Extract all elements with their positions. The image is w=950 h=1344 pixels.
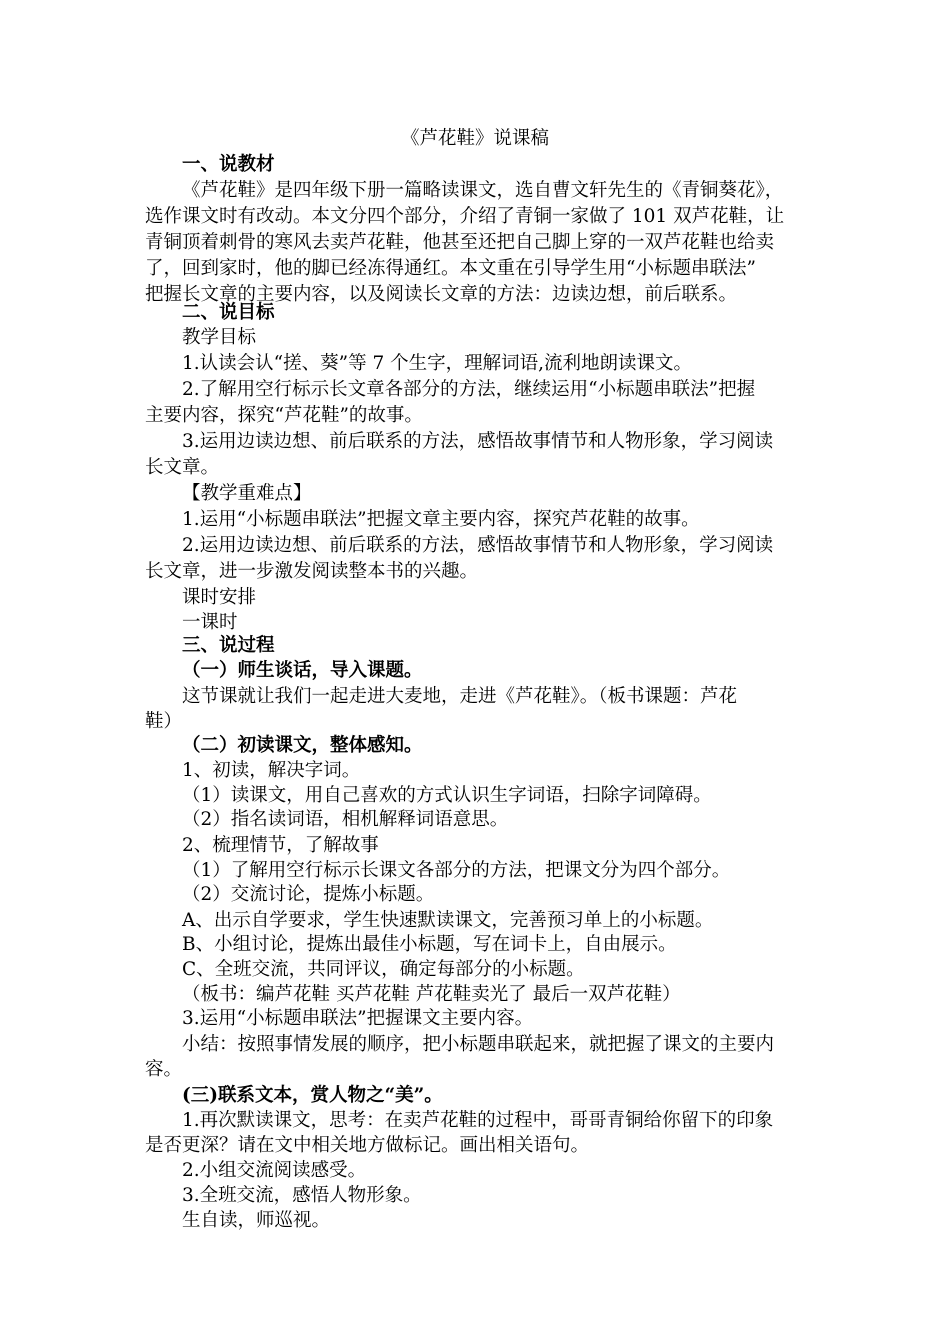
paragraph-line: 长文章。: [145, 457, 220, 478]
paragraph-line: 了，回到家时，他的脚已经冻得通红。本文重在引导学生用“小标题串联法”: [145, 258, 756, 279]
section-heading: 一、说教材: [182, 154, 275, 175]
paragraph-line: （2）交流讨论，提炼小标题。: [182, 884, 435, 905]
paragraph-line: 一课时: [182, 612, 238, 633]
paragraph-line: 鞋）: [145, 711, 183, 732]
paragraph-line: 教学目标: [182, 327, 257, 348]
subsection-heading: (三)联系文本，赏人物之“美”。: [182, 1085, 443, 1106]
paragraph-line: 《芦花鞋》是四年级下册一篇略读课文，选自曹文轩先生的《青铜葵花》，: [182, 180, 784, 201]
paragraph-line: 2、梳理情节，了解故事: [182, 835, 379, 856]
paragraph-line: 课时安排: [182, 587, 257, 608]
paragraph-line: 主要内容，探究“芦花鞋”的故事。: [145, 405, 423, 426]
paragraph-line: 2.小组交流阅读感受。: [182, 1160, 367, 1181]
paragraph-line: （板书：编芦花鞋 买芦花鞋 芦花鞋卖光了 最后一双芦花鞋）: [182, 984, 681, 1005]
paragraph-line: 长文章，进一步激发阅读整本书的兴趣。: [145, 561, 479, 582]
paragraph-line: B、小组讨论，提炼出最佳小标题，写在词卡上，自由展示。: [182, 934, 677, 955]
paragraph-line: A、出示自学要求，学生快速默读课文，完善预习单上的小标题。: [182, 910, 714, 931]
paragraph-line: 3.运用“小标题串联法”把握课文主要内容。: [182, 1008, 534, 1029]
paragraph-line: 把握长文章的主要内容，以及阅读长文章的方法：边读边想，前后联系。: [145, 284, 738, 305]
paragraph-line: 青铜顶着刺骨的寒风去卖芦花鞋，他甚至还把自己脚上穿的一双芦花鞋也给卖: [145, 232, 775, 253]
paragraph-line: 2.了解用空行标示长文章各部分的方法，继续运用“小标题串联法”把握: [182, 379, 756, 400]
paragraph-line: 1、初读，解决字词。: [182, 760, 361, 781]
paragraph-line: 容。: [145, 1059, 183, 1080]
paragraph-line: （1）了解用空行标示长课文各部分的方法，把课文分为四个部分。: [182, 860, 731, 881]
paragraph-line: C、全班交流，共同评议，确定每部分的小标题。: [182, 959, 585, 980]
subsection-heading: （二）初读课文，整体感知。: [182, 735, 423, 756]
paragraph-line: （2）指名读词语，相机解释词语意思。: [182, 809, 509, 830]
paragraph-line: 这节课就让我们一起走进大麦地，走进《芦花鞋》。（板书课题：芦花: [182, 686, 738, 707]
paragraph-line: 选作课文时有改动。本文分四个部分，介绍了青铜一家做了 101 双芦花鞋，让: [145, 206, 785, 227]
section-heading: 三、说过程: [182, 635, 275, 656]
paragraph-line: 小结：按照事情发展的顺序，把小标题串联起来，就把握了课文的主要内: [182, 1034, 775, 1055]
paragraph-line: 1.认读会认“搓、葵”等 7 个生字，理解词语,流利地朗读课文。: [182, 353, 692, 374]
paragraph-line: 1.运用“小标题串联法”把握文章主要内容，探究芦花鞋的故事。: [182, 509, 700, 530]
paragraph-line: 3.运用边读边想、前后联系的方法，感悟故事情节和人物形象，学习阅读: [182, 431, 774, 452]
paragraph-line: 是否更深？请在文中相关地方做标记。画出相关语句。: [145, 1135, 590, 1156]
paragraph-line: 1.再次默读课文，思考：在卖芦花鞋的过程中，哥哥青铜给你留下的印象: [182, 1110, 774, 1131]
paragraph-line: 生自读，师巡视。: [182, 1210, 331, 1231]
paragraph-line: （1）读课文，用自己喜欢的方式认识生字词语，扫除字词障碍。: [182, 785, 712, 806]
paragraph-line: 3.全班交流，感悟人物形象。: [182, 1185, 422, 1206]
paragraph-line: 【教学重难点】: [182, 483, 312, 504]
paragraph-line: 2.运用边读边想、前后联系的方法，感悟故事情节和人物形象，学习阅读: [182, 535, 774, 556]
document-title: 《芦花鞋》说课稿: [400, 128, 549, 149]
section-heading: 二、说目标: [182, 302, 275, 323]
subsection-heading: （一）师生谈话，导入课题。: [182, 660, 423, 681]
